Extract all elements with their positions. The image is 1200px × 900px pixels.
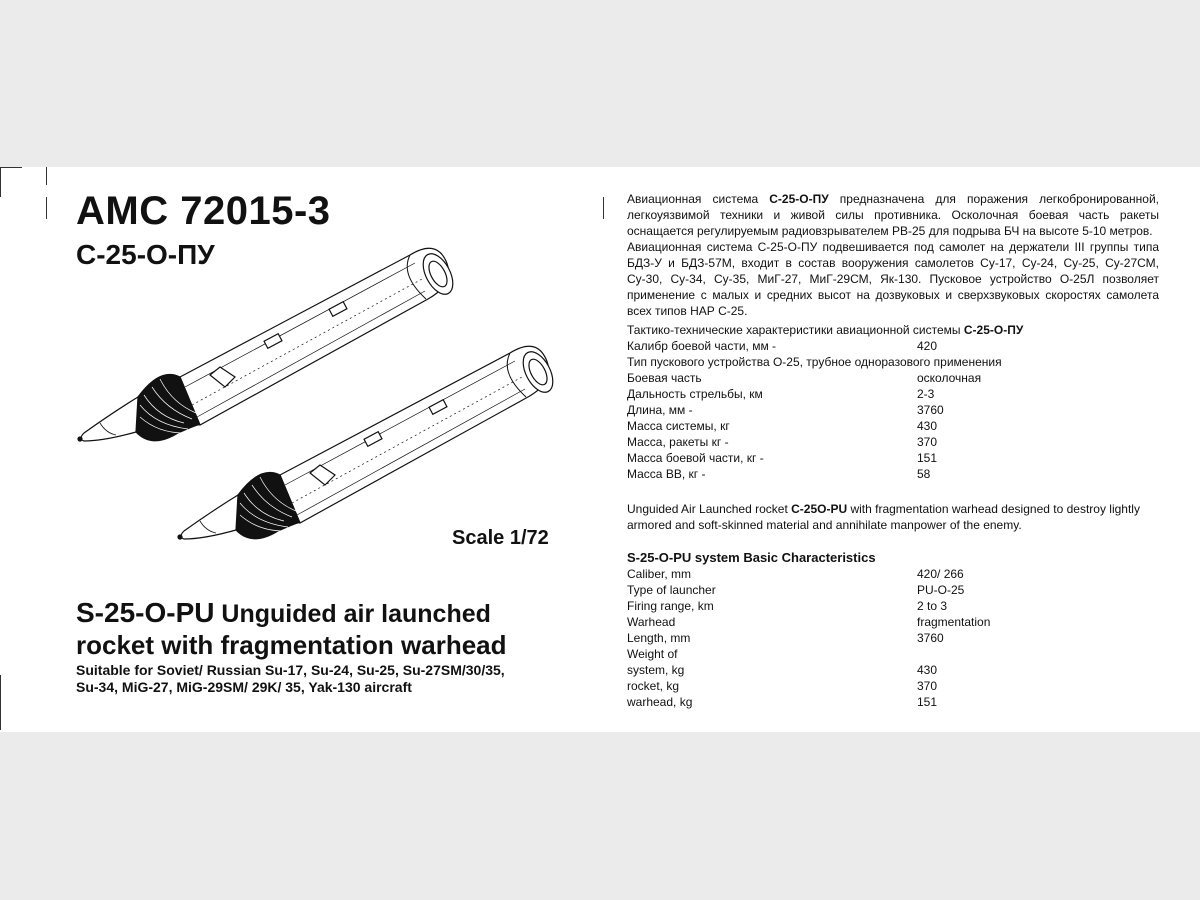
spec-ru-title bbox=[627, 322, 1187, 338]
description-ru-p1 bbox=[627, 191, 1159, 239]
rocket-illustration bbox=[60, 227, 600, 567]
spec-en-label: rocket, kg bbox=[627, 679, 680, 693]
spec-ru-value: 430 bbox=[917, 419, 938, 433]
description-ru-p1-post: предназначена для поражения легкобронированной, легкоуязвимой техники и живой силы противника. Осколочная боевая часть ракеты оснащается регулируемым радиовзрывателем РВ-25 для подрыва БЧ на высоте 5-10 метров. bbox=[627, 192, 1159, 238]
spec-ru-label: Длина, мм - bbox=[627, 403, 693, 417]
product-name-ru: С-25-О-ПУ bbox=[76, 239, 215, 270]
spec-ru-value: 151 bbox=[917, 451, 938, 465]
spec-ru-value: 370 bbox=[917, 435, 938, 449]
spec-en-label: Weight of bbox=[627, 647, 678, 661]
spec-en-value: fragmentation bbox=[917, 615, 991, 629]
spec-en-value: 430 bbox=[917, 663, 938, 677]
spec-ru-label: Дальность стрельбы, км bbox=[627, 387, 763, 401]
spec-en-label: warhead, kg bbox=[627, 695, 693, 709]
spec-en-row bbox=[627, 566, 1187, 582]
spec-ru-value: 3760 bbox=[917, 403, 944, 417]
spec-en-label: system, kg bbox=[627, 663, 685, 677]
spec-en-label: Type of launcher bbox=[627, 583, 716, 597]
spec-ru-value: 58 bbox=[917, 467, 931, 481]
headline bbox=[76, 597, 576, 661]
spec-ru-row bbox=[627, 370, 1187, 386]
spec-en-title-text: S-25-O-PU system Basic Characteristics bbox=[627, 550, 876, 565]
spec-en-row bbox=[627, 614, 1187, 630]
spec-table-en bbox=[627, 550, 1187, 710]
spec-en-row bbox=[627, 662, 1187, 678]
description-en-bold: C-25O-PU bbox=[791, 502, 848, 516]
scale-label: Scale 1/72 bbox=[452, 527, 549, 549]
spec-ru-label: Масса ВВ, кг - bbox=[627, 467, 706, 481]
suitable-line1: Suitable for Soviet/ Russian Su-17, Su-24, Su-25, Su-27SM/30/35, bbox=[76, 662, 505, 678]
description-en bbox=[627, 501, 1161, 533]
spec-ru-value: 420 bbox=[917, 339, 938, 353]
spec-ru-label: Масса системы, кг bbox=[627, 419, 730, 433]
spec-ru-row bbox=[627, 418, 1187, 434]
spec-ru-label: Масса боевой части, кг - bbox=[627, 451, 764, 465]
spec-en-row bbox=[627, 582, 1187, 598]
spec-ru-value: 2-3 bbox=[917, 387, 935, 401]
spec-en-row bbox=[627, 694, 1187, 710]
headline-rest: Unguided air launched bbox=[214, 600, 491, 628]
spec-en-value: 420/ 266 bbox=[917, 567, 964, 581]
spec-en-label: Firing range, km bbox=[627, 599, 714, 613]
suitable-line2: Su-34, MiG-27, MiG-29SM/ 29K/ 35, Yak-130 aircraft bbox=[76, 679, 412, 695]
spec-ru-label: Калибр боевой части, мм - bbox=[627, 339, 777, 353]
spec-ru-title-pre: Тактико-технические характеристики авиационной системы bbox=[627, 323, 964, 337]
description-ru-p2: Авиационная система С-25-О-ПУ подвешивается под самолет на держатели III группы типа БДЗ-У и БДЗ-57М, входит в состав вооружения самолетов Су-17, Су-24, Су-25, Су-27СМ, Су-30, Су-34, Су-35, МиГ-27, МиГ-29СМ, Як-130. Пусковое устройство О-25Л позволяет применение с малых и средних высот на дозвуковых и сверхзвуковых скоростях самолета всех типов НАР С-25. bbox=[627, 240, 1159, 318]
spec-ru-value: осколочная bbox=[917, 371, 982, 385]
spec-ru-row bbox=[627, 386, 1187, 402]
spec-ru-label: Тип пускового устройства О-25, трубное одноразового применения bbox=[627, 355, 1002, 369]
spec-ru-title-bold: С-25-О-ПУ bbox=[963, 323, 1024, 337]
spec-en-title bbox=[627, 550, 1187, 566]
spec-en-value: 151 bbox=[917, 695, 938, 709]
description-ru-p1-pre: Авиационная система bbox=[627, 192, 770, 206]
spec-en-label: Caliber, mm bbox=[627, 567, 692, 581]
spec-ru-row bbox=[627, 354, 1187, 370]
spec-ru-row bbox=[627, 466, 1187, 482]
spec-ru-label: Масса, ракеты кг - bbox=[627, 435, 729, 449]
spec-en-row bbox=[627, 630, 1187, 646]
spec-ru-title-text bbox=[627, 322, 1023, 338]
left-column bbox=[0, 167, 600, 732]
description-en-pre: Unguided Air Launched rocket bbox=[627, 502, 792, 516]
spec-ru-row bbox=[627, 402, 1187, 418]
description-ru bbox=[627, 191, 1159, 319]
spec-ru-row bbox=[627, 338, 1187, 354]
spec-table-ru bbox=[627, 322, 1187, 482]
spec-ru-row bbox=[627, 434, 1187, 450]
spec-en-value: PU-O-25 bbox=[917, 583, 965, 597]
spec-en-label: Warhead bbox=[627, 615, 676, 629]
spec-en-value: 2 to 3 bbox=[917, 599, 948, 613]
spec-ru-row bbox=[627, 450, 1187, 466]
spec-en-value: 3760 bbox=[917, 631, 944, 645]
spec-en-row bbox=[627, 646, 1187, 662]
spec-en-label: Length, mm bbox=[627, 631, 691, 645]
right-column bbox=[600, 167, 1200, 732]
headline-bold: S-25-O-PU bbox=[76, 597, 215, 628]
suitable-aircraft bbox=[76, 662, 576, 696]
headline-line2: rocket with fragmentation warhead bbox=[76, 630, 507, 660]
spec-ru-label: Боевая часть bbox=[627, 371, 702, 385]
product-code: AMC 72015-3 bbox=[76, 189, 331, 233]
description-en-post: with fragmentation warhead designed to destroy lightly armored and soft-skinned material and annihilate manpower of the enemy. bbox=[627, 502, 1140, 532]
spec-en-row bbox=[627, 598, 1187, 614]
description-ru-p1-bold: С-25-О-ПУ bbox=[769, 192, 829, 206]
product-card bbox=[0, 167, 1200, 732]
spec-en-value: 370 bbox=[917, 679, 938, 693]
spec-en-row bbox=[627, 678, 1187, 694]
